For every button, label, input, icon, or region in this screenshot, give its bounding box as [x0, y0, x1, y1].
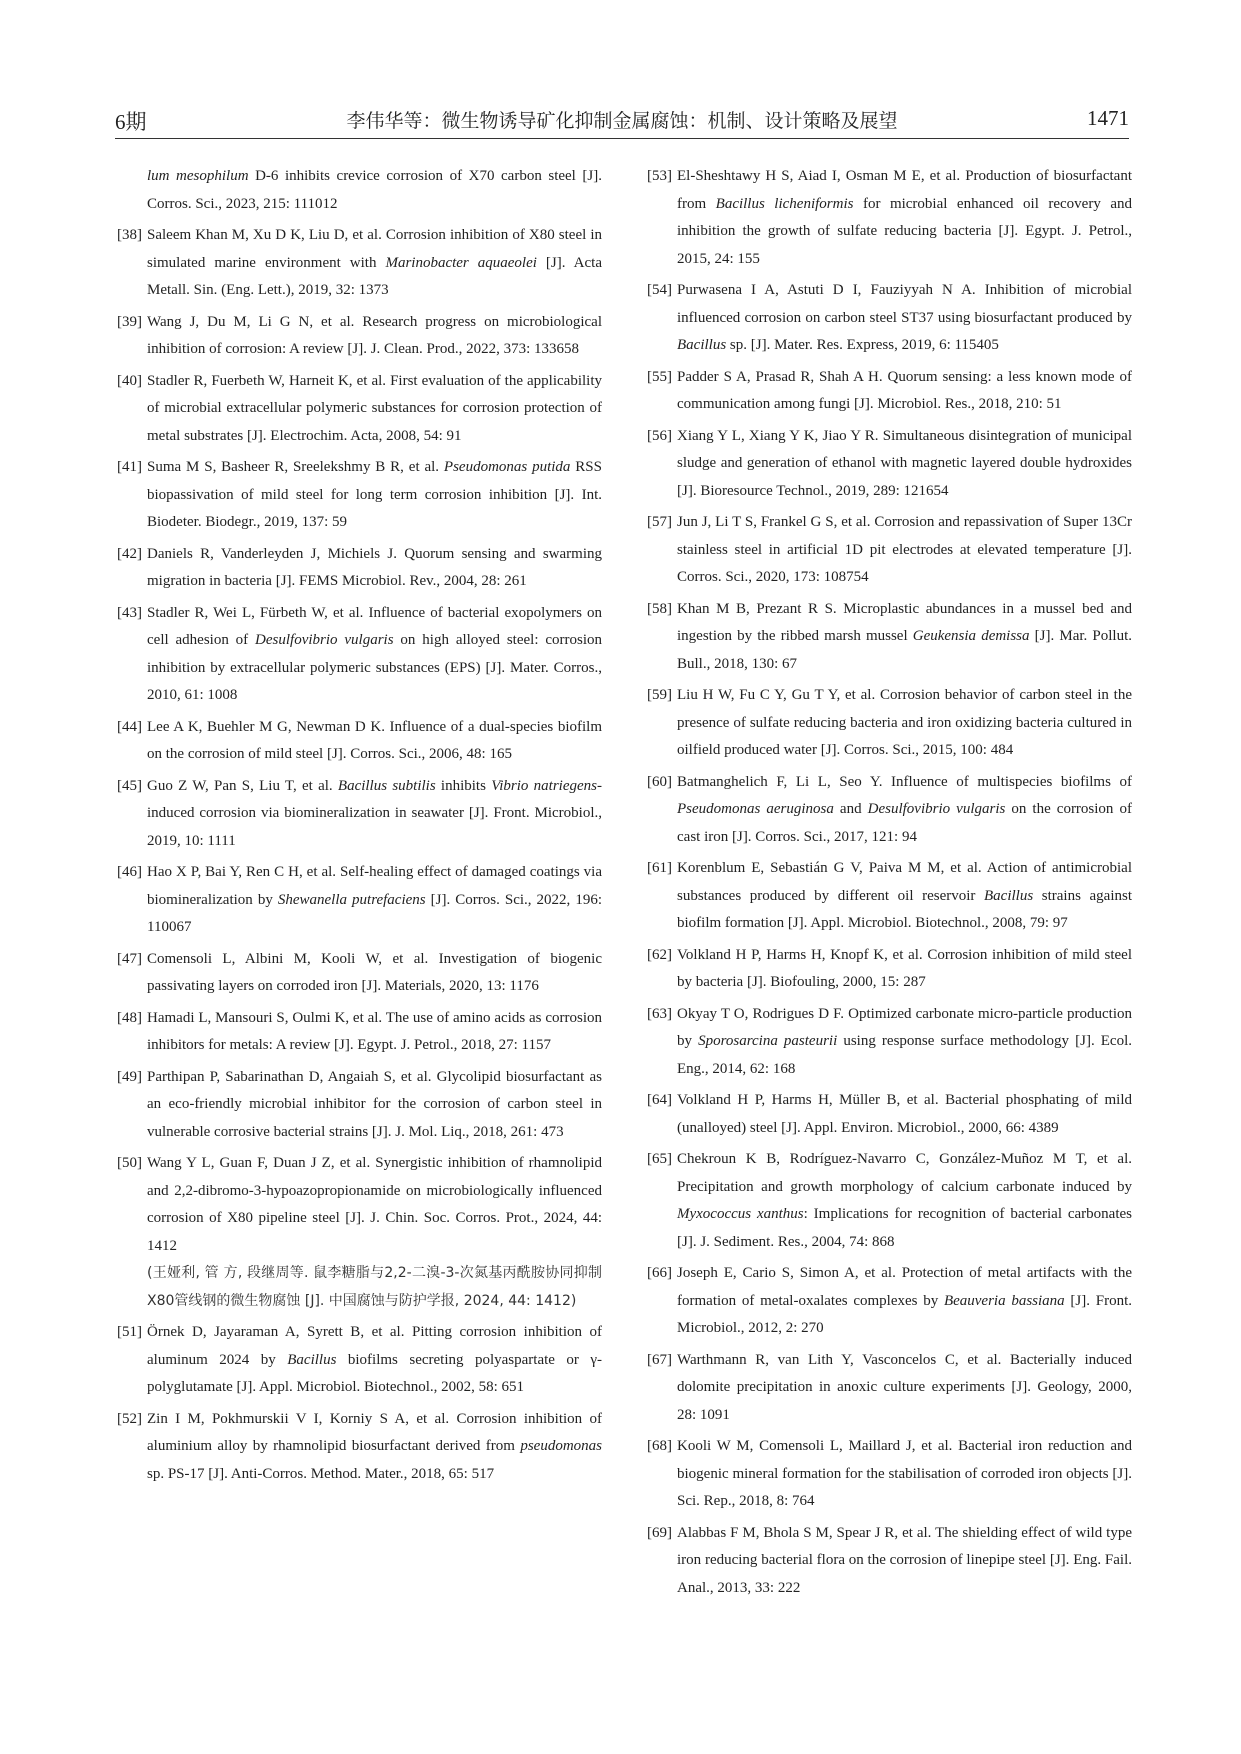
reference-entry [647, 942, 1132, 997]
reference-number: [59] [647, 687, 672, 703]
reference-entry [647, 1347, 1132, 1430]
reference-number: [40] [117, 372, 142, 389]
reference-text: sp. PS-17 [J]. Anti-Corros. Method. Mater., 2018, 65: 517 [147, 1465, 495, 1482]
reference-number: [54] [647, 282, 672, 298]
reference-number: [44] [117, 718, 142, 735]
reference-entry [647, 163, 1132, 273]
reference-entry [647, 682, 1132, 765]
reference-entry [647, 1520, 1132, 1603]
page-header [115, 96, 1129, 139]
species-name: Beauveria bassiana [943, 1292, 1065, 1309]
reference-entry [117, 946, 602, 1001]
species-name: Bacillus [287, 1351, 337, 1368]
reference-number: [58] [647, 600, 672, 617]
reference-number: [42] [117, 545, 142, 562]
reference-text: Liu H W, Fu C Y, Gu T Y, et al. Corrosion behavior of carbon steel in the presence of sulfate reducing bacteria and iron oxidizing bacteria cultured in oilfield produced water [J]. Corros. Sci., 2015, 100: 484 [677, 687, 1132, 758]
reference-entry [117, 1406, 602, 1489]
reference-number: [48] [117, 1009, 142, 1026]
reference-entry [147, 163, 602, 218]
reference-entry [647, 364, 1132, 419]
reference-text: Suma M S, Basheer R, Sreelekshmy B R, et al. [147, 459, 444, 475]
reference-text: sp. [J]. Mater. Res. Express, 2019, 6: 115405 [726, 337, 999, 353]
species-name: Bacillus [677, 337, 727, 353]
reference-entry [647, 1260, 1133, 1343]
reference-text: Wang J, Du M, Li G N, et al. Research progress on microbiological inhibition of corrosion: A review [J]. J. Clean. Prod., 2022, 373: 133658 [147, 313, 602, 357]
reference-text: El-Sheshtawy H S, Aiad I, Osman M E, et al. Production of biosurfactant from [677, 168, 1132, 212]
reference-number: [39] [117, 313, 142, 330]
reference-entry [647, 855, 1132, 938]
species-name: pseudomonas [520, 1438, 602, 1454]
reference-text: [J]. Acta Metall. Sin. (Eng. Lett.), 2019, 32: 1373 [147, 254, 602, 298]
reference-number: [64] [647, 1092, 672, 1108]
reference-text: Purwasena I A, Astuti D I, Fauziyyah N A. Inhibition of microbial influenced corrosion on carbon steel ST37 using biosurfactant produced by [677, 282, 1132, 326]
reference-entry [117, 454, 602, 537]
reference-entry [117, 1319, 603, 1402]
reference-entry [647, 1146, 1132, 1256]
reference-text: for microbial enhanced oil recovery and inhibition the growth of sulfate reducing bacteria [J]. Egypt. J. Petrol., 2015, 24: 155 [677, 195, 1132, 267]
species-name: lum mesophilum [147, 168, 249, 184]
reference-text: Guo Z W, Pan S, Liu T, et al. [147, 777, 338, 794]
reference-text: Chekroun K B, Rodríguez-Navarro C, González-Muñoz M T, et al. Precipitation and growth morphology of calcium carbonate induced by [677, 1151, 1132, 1195]
reference-number: [65] [647, 1151, 672, 1167]
reference-entry [117, 1150, 602, 1315]
reference-text: Okyay T O, Rodrigues D F. Optimized carbonate micro-particle production by [677, 1005, 1132, 1049]
running-title: 李伟华等：微生物诱导矿化抑制金属腐蚀：机制、设计策略及展望 [346, 111, 898, 132]
reference-text: Volkland H P, Harms H, Knopf K, et al. Corrosion inhibition of mild steel by bacteria [J]. Biofouling, 2000, 15: 287 [677, 946, 1132, 990]
reference-number: [63] [647, 1005, 672, 1022]
reference-text: -induced corrosion via biomineralization in seawater [J]. Front. Microbiol., 2019, 10: 1111 [147, 777, 603, 849]
reference-number: [56] [647, 427, 672, 444]
reference-text: Jun J, Li T S, Frankel G S, et al. Corrosion and repassivation of Super 13Cr stainless steel in artificial 1D pit electrodes at elevated temperature [J]. Corros. Sci., 2020, 173: 108754 [677, 514, 1132, 585]
reference-list-right [647, 163, 1133, 1606]
reference-list-left [117, 163, 603, 1492]
reference-text: using response surface methodology [J]. Ecol. Eng., 2014, 62: 168 [677, 1033, 1133, 1077]
reference-text: Padder S A, Prasad R, Shah A H. Quorum sensing: a less known mode of communication among fungi [J]. Microbiol. Res., 2018, 210: 51 [677, 368, 1132, 412]
reference-text: Hamadi L, Mansouri S, Oulmi K, et al. The use of amino acids as corrosion inhibitors for metals: A review [J]. Egypt. J. Petrol., 2018, 27: 1157 [147, 1009, 602, 1053]
reference-number: [61] [647, 860, 672, 876]
reference-text: Wang Y L, Guan F, Duan J Z, et al. Synergistic inhibition of rhamnolipid and 2,2-dibromo-3-hypoazopropionamide on microbiologically influenced corrosion of X80 pipeline steel [J]. J. Chin. Soc. Corros. Prot., 2024, 44: 1412 [147, 1155, 602, 1254]
species-name: Myxococcus xanthus [677, 1206, 804, 1222]
reference-text: [J]. Mar. Pollut. Bull., 2018, 130: 67 [677, 628, 1133, 672]
species-name: Desulfovibrio vulgaris [255, 632, 394, 648]
reference-text: Zin I M, Pokhmurskii V I, Korniy S A, et al. Corrosion inhibition of aluminium alloy by rhamnolipid biosurfactant derived from [147, 1410, 602, 1454]
reference-number: [57] [647, 514, 672, 530]
reference-number: [51] [117, 1324, 142, 1340]
page-number: 1471 [1087, 106, 1129, 130]
reference-entry [647, 509, 1132, 592]
reference-number: [66] [647, 1265, 672, 1281]
reference-number: [41] [117, 459, 142, 475]
reference-number: [68] [647, 1438, 672, 1454]
species-name: Pseudomonas putida [443, 459, 571, 475]
reference-entry [647, 596, 1133, 679]
species-name: Bacillus licheniformis [715, 195, 854, 212]
reference-number: [43] [117, 604, 142, 621]
reference-number: [38] [117, 227, 142, 243]
reference-entry [117, 773, 603, 856]
reference-entry [117, 309, 602, 364]
reference-text: on the corrosion of cast iron [J]. Corros. Sci., 2017, 121: 94 [677, 801, 1132, 845]
issue-number: 6期 [115, 110, 147, 134]
reference-text: inhibits [435, 777, 492, 794]
reference-number: [62] [647, 946, 672, 963]
reference-text: : Implications for recognition of bacterial carbonates [J]. J. Sediment. Res., 2004, 74: 868 [677, 1206, 1132, 1250]
species-name: Bacillus [984, 887, 1034, 904]
reference-number: [50] [117, 1155, 142, 1171]
reference-number: [67] [647, 1351, 672, 1368]
species-name: Pseudomonas aeruginosa [677, 801, 834, 817]
reference-text: and [833, 801, 868, 817]
reference-entry [647, 277, 1132, 360]
species-name: Bacillus subtilis [337, 777, 436, 794]
reference-entry [647, 1001, 1133, 1084]
species-name: Marinobacter aquaeolei [385, 254, 537, 271]
reference-text: Volkland H P, Harms H, Müller B, et al. Bacterial phosphating of mild (unalloyed) steel [J]. Appl. Environ. Microbiol., 2000, 66: 4389 [677, 1092, 1132, 1136]
reference-text: Kooli W M, Comensoli L, Maillard J, et al. Bacterial iron reduction and biogenic mineral formation for the stabilisation of corroded iron objects [J]. Sci. Rep., 2018, 8: 764 [677, 1438, 1132, 1509]
reference-entry [117, 600, 602, 710]
reference-number: [69] [647, 1524, 672, 1541]
reference-text: Parthipan P, Sabarinathan D, Angaiah S, et al. Glycolipid biosurfactant as an eco-friendly microbial inhibitor for the corrosion of carbon steel in vulnerable corrosive bacterial strains [J]. J. Mol. Liq., 2018, 261: 473 [147, 1068, 602, 1140]
reference-number: [49] [117, 1068, 142, 1085]
species-name: Geukensia demissa [912, 628, 1030, 644]
species-name: Shewanella putrefaciens [277, 891, 426, 908]
reference-text: Korenblum E, Sebastián G V, Paiva M M, et al. Action of antimicrobial substances produced by different oil reservoir [677, 860, 1132, 904]
reference-text: Alabbas F M, Bhola S M, Spear J R, et al. The shielding effect of wild type iron reducing bacterial flora on the corrosion of linepipe steel [J]. Eng. Fail. Anal., 2013, 33: 222 [677, 1524, 1132, 1596]
reference-entry [647, 423, 1132, 506]
reference-text: [J]. Front. Microbiol., 2012, 2: 270 [677, 1292, 1133, 1336]
reference-entry [647, 769, 1132, 852]
reference-text: Xiang Y L, Xiang Y K, Jiao Y R. Simultaneous disintegration of municipal sludge and generation of ethanol with magnetic layered double hydroxides [J]. Bioresource Technol., 2019, 289: 121654 [677, 427, 1132, 499]
reference-entry [647, 1087, 1132, 1142]
reference-entry [117, 1064, 602, 1147]
reference-text: Warthmann R, van Lith Y, Vasconcelos C, et al. Bacterially induced dolomite precipitation in anoxic culture experiments [J]. Geology, 2000, 28: 1091 [677, 1351, 1132, 1423]
reference-entry [117, 368, 602, 451]
reference-number: [53] [647, 168, 672, 184]
reference-text: biofilms secreting polyaspartate or γ-polyglutamate [J]. Appl. Microbiol. Biotechnol., 2002, 58: 651 [147, 1351, 603, 1395]
reference-text: D-6 inhibits crevice corrosion of X70 carbon steel [J]. Corros. Sci., 2023, 215: 111012 [147, 168, 602, 212]
reference-text: Örnek D, Jayaraman A, Syrett B, et al. Pitting corrosion inhibition of aluminum 2024 by [147, 1324, 602, 1368]
chinese-citation: (王娅利, 管 方, 段继周等. 鼠李糖脂与2,2-二溴-3-次氮基丙酰胺协同抑制X80管线钢的微生物腐蚀 [J]. 中国腐蚀与防护学报, 2024, 44: 1412) [147, 1265, 602, 1309]
reference-number: [60] [647, 773, 672, 790]
reference-entry [647, 1433, 1132, 1516]
reference-number: [47] [117, 950, 142, 967]
reference-text: Comensoli L, Albini M, Kooli W, et al. Investigation of biogenic passivating layers on corroded iron [J]. Materials, 2020, 13: 1176 [147, 950, 602, 994]
reference-text: Lee A K, Buehler M G, Newman D K. Influence of a dual-species biofilm on the corrosion of mild steel [J]. Corros. Sci., 2006, 48: 165 [147, 718, 602, 762]
reference-text: Stadler R, Fuerbeth W, Harneit K, et al. First evaluation of the applicability of microbial extracellular polymeric substances for corrosion protection of metal substrates [J]. Electrochim. Acta, 2008, 54: 91 [147, 372, 602, 444]
reference-text: Batmanghelich F, Li L, Seo Y. Influence of multispecies biofilms of [677, 773, 1132, 790]
reference-entry [117, 222, 602, 305]
species-name: Desulfovibrio vulgaris [867, 801, 1006, 817]
reference-number: [45] [117, 777, 142, 794]
reference-text: Saleem Khan M, Xu D K, Liu D, et al. Corrosion inhibition of X80 steel in simulated marine environment with [147, 227, 602, 271]
species-name: Sporosarcina pasteurii [698, 1033, 838, 1049]
reference-text: Khan M B, Prezant R S. Microplastic abundances in a mussel bed and ingestion by the ribbed marsh mussel [677, 600, 1132, 644]
reference-text: Hao X P, Bai Y, Ren C H, et al. Self-healing effect of damaged coatings via biomineralization by [147, 864, 602, 908]
reference-entry [117, 714, 602, 769]
reference-number: [46] [117, 864, 142, 880]
reference-text: Joseph E, Cario S, Simon A, et al. Protection of metal artifacts with the formation of metal-oxalates complexes by [677, 1265, 1132, 1309]
reference-number: [52] [117, 1410, 142, 1427]
reference-text: Stadler R, Wei L, Fürbeth W, et al. Influence of bacterial exopolymers on cell adhesion of [147, 604, 602, 648]
reference-number: [55] [647, 368, 672, 385]
reference-text: RSS biopassivation of mild steel for long term corrosion inhibition [J]. Int. Biodeter. Biodegr., 2019, 137: 59 [147, 459, 602, 530]
reference-text: strains against biofilm formation [J]. Appl. Microbiol. Biotechnol., 2008, 79: 97 [677, 887, 1132, 931]
reference-text: [J]. Corros. Sci., 2022, 196: 110067 [147, 891, 603, 935]
species-name: Vibrio natriegens [491, 777, 598, 794]
reference-entry [117, 859, 603, 942]
reference-text: on high alloyed steel: corrosion inhibition by extracellular polymeric substances (EPS) [J]. Mater. Corros., 2010, 61: 1008 [147, 632, 602, 703]
reference-entry [117, 1005, 602, 1060]
reference-text: Daniels R, Vanderleyden J, Michiels J. Quorum sensing and swarming migration in bacteria [J]. FEMS Microbiol. Rev., 2004, 28: 261 [147, 545, 602, 589]
reference-entry [117, 541, 602, 596]
